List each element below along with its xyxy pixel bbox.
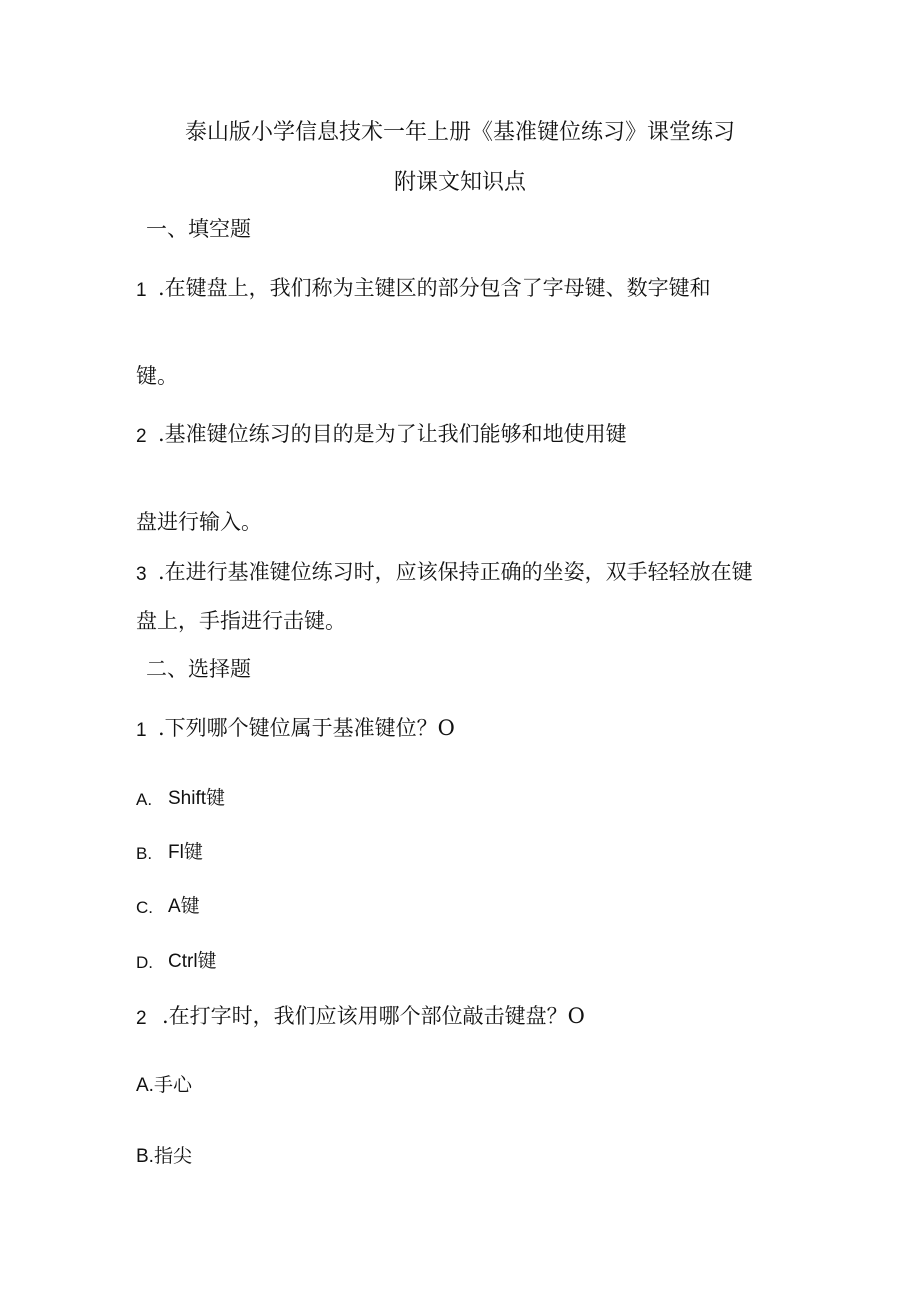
option-text: Shift键 (168, 788, 226, 809)
option-letter: A. (136, 790, 153, 809)
question-number: 2 (136, 426, 147, 447)
option-text: A.手心 (136, 1075, 192, 1096)
option-text: A键 (168, 896, 200, 917)
option-text: B.指尖 (136, 1146, 192, 1167)
question-text: .在进行基准键位练习时，应该保持正确的坐姿，双手轻轻放在键 (158, 560, 753, 584)
question-text: .下列哪个键位属于基准键位？O (158, 716, 455, 740)
question-text-continued: 键。 (136, 364, 178, 388)
question-number: 2 (136, 1008, 147, 1029)
question-text-continued: 盘上，手指进行击键。 (136, 609, 346, 633)
question-text-continued: 盘进行输入。 (136, 510, 262, 534)
option-text: Fl键 (168, 842, 203, 863)
option-letter: B. (136, 844, 153, 863)
question-number: 1 (136, 720, 147, 741)
question-text: .在打字时，我们应该用哪个部位敲击键盘？O (162, 1004, 585, 1028)
section-heading-multiple-choice: 二、选择题 (146, 657, 251, 681)
document-title: 泰山版小学信息技术一年上册《基准键位练习》课堂练习 (184, 120, 735, 145)
question-text: .基准键位练习的目的是为了让我们能够和地使用键 (158, 422, 627, 446)
option-letter: C. (136, 898, 153, 917)
question-number: 1 (136, 280, 147, 301)
section-heading-fill-blank: 一、填空题 (146, 217, 251, 241)
option-letter: D. (136, 953, 153, 972)
option-text: Ctrl键 (168, 951, 217, 972)
question-number: 3 (136, 564, 147, 585)
question-text: .在键盘上，我们称为主键区的部分包含了字母键、数字键和 (158, 276, 711, 300)
document-subtitle: 附课文知识点 (393, 170, 526, 195)
